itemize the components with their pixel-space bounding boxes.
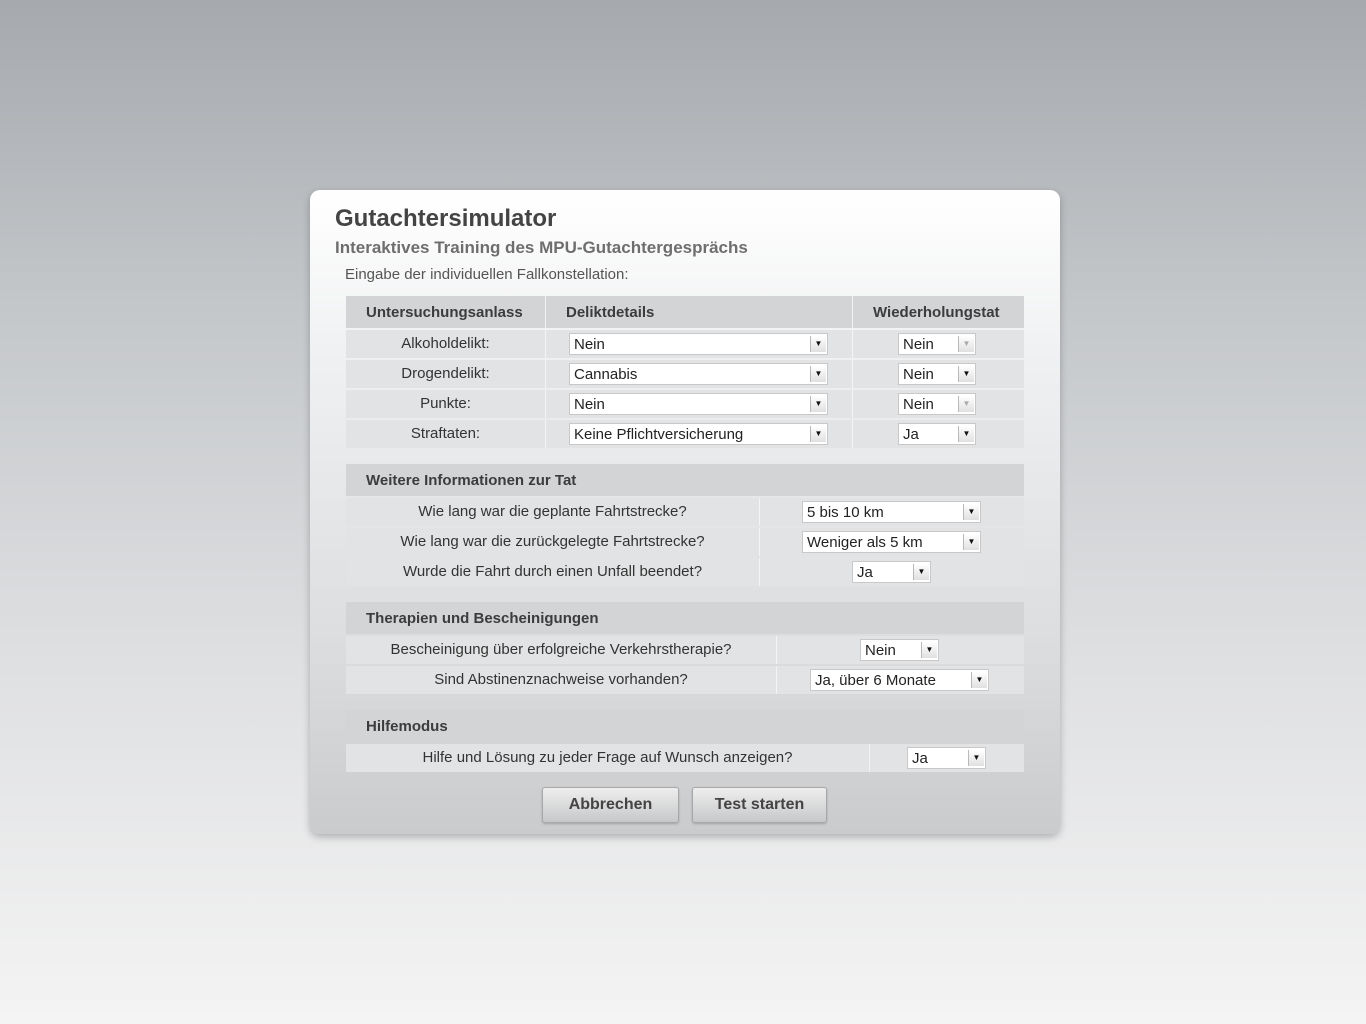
case-row-label: Drogendelikt: [401, 365, 490, 382]
select-value: Cannabis [574, 366, 638, 383]
column-divider [545, 296, 546, 328]
column-divider [852, 360, 853, 388]
repeat-select-drogen[interactable] [898, 363, 976, 385]
chevron-down-icon: ▼ [958, 396, 974, 412]
question-label: Sind Abstinenznachweise vorhanden? [434, 671, 688, 688]
case-row-drogen [346, 360, 1024, 388]
column-divider [759, 558, 760, 586]
case-row-straftaten [346, 420, 1024, 448]
page-title: Gutachtersimulator [335, 205, 557, 232]
detail-select-drogen[interactable] [569, 363, 828, 385]
select-value: Ja [912, 750, 928, 767]
column-divider [545, 360, 546, 388]
chevron-down-icon: ▼ [968, 750, 984, 766]
column-divider [545, 420, 546, 448]
column-divider [852, 420, 853, 448]
start-test-button[interactable]: Test starten [692, 787, 827, 823]
intro-text: Eingabe der individuellen Fallkonstellation: [345, 266, 629, 283]
select-value: Nein [903, 336, 934, 353]
question-row [346, 558, 1024, 586]
select-value: Nein [574, 396, 605, 413]
section-heading: Weitere Informationen zur Tat [366, 472, 577, 489]
column-header-deliktdetails: Deliktdetails [566, 304, 655, 321]
column-divider [759, 528, 760, 556]
chevron-down-icon: ▼ [810, 426, 826, 442]
question-label: Wie lang war die zurückgelegte Fahrtstrecke? [400, 533, 705, 550]
tat-section [346, 464, 1024, 586]
abstinence-proof-select[interactable] [810, 669, 989, 691]
repeat-select-straftaten[interactable] [898, 423, 976, 445]
repeat-select-punkte [898, 393, 976, 415]
section-header [346, 464, 1024, 496]
column-header-untersuchungsanlass: Untersuchungsanlass [366, 304, 523, 321]
chevron-down-icon: ▼ [971, 672, 987, 688]
column-divider [869, 744, 870, 772]
chevron-down-icon: ▼ [810, 366, 826, 382]
help-mode-select[interactable] [907, 747, 986, 769]
section-heading: Hilfemodus [366, 718, 448, 735]
column-divider [852, 330, 853, 358]
question-row [346, 744, 1024, 772]
therapy-certificate-select[interactable] [860, 639, 939, 661]
detail-select-punkte[interactable] [569, 393, 828, 415]
driven-distance-select[interactable] [802, 531, 981, 553]
chevron-down-icon: ▼ [958, 336, 974, 352]
case-row-label: Punkte: [420, 395, 471, 412]
select-value: Weniger als 5 km [807, 534, 923, 551]
accident-select[interactable] [852, 561, 931, 583]
case-setup-dialog [310, 190, 1060, 834]
repeat-select-alkohol [898, 333, 976, 355]
select-value: Nein [574, 336, 605, 353]
case-table-header [346, 296, 1024, 328]
chevron-down-icon: ▼ [921, 642, 937, 658]
question-row [346, 528, 1024, 556]
select-value: Nein [865, 642, 896, 659]
select-value: Nein [903, 396, 934, 413]
help-section [346, 710, 1024, 772]
page-subtitle: Interaktives Training des MPU-Gutachtergesprächs [335, 238, 748, 257]
column-divider [776, 666, 777, 694]
question-row [346, 636, 1024, 664]
section-header [346, 602, 1024, 634]
column-divider [759, 498, 760, 526]
column-divider [776, 636, 777, 664]
question-row [346, 666, 1024, 694]
question-label: Bescheinigung über erfolgreiche Verkehrstherapie? [390, 641, 732, 658]
cancel-button[interactable]: Abbrechen [542, 787, 679, 823]
section-heading: Therapien und Bescheinigungen [366, 610, 599, 627]
column-divider [852, 390, 853, 418]
select-value: Ja [857, 564, 873, 581]
detail-select-alkohol[interactable] [569, 333, 828, 355]
column-divider [545, 390, 546, 418]
therapy-section [346, 602, 1024, 694]
case-row-label: Straftaten: [410, 425, 481, 442]
chevron-down-icon: ▼ [810, 336, 826, 352]
chevron-down-icon: ▼ [913, 564, 929, 580]
case-row-label: Alkoholdelikt: [401, 335, 490, 352]
select-value: Ja, über 6 Monate [815, 672, 936, 689]
question-label: Wurde die Fahrt durch einen Unfall beendet? [402, 563, 703, 580]
chevron-down-icon: ▼ [963, 504, 979, 520]
case-table [346, 296, 1024, 448]
chevron-down-icon: ▼ [958, 366, 974, 382]
question-row [346, 498, 1024, 526]
question-label: Wie lang war die geplante Fahrtstrecke? [418, 503, 687, 520]
case-row-alkohol [346, 330, 1024, 358]
chevron-down-icon: ▼ [810, 396, 826, 412]
chevron-down-icon: ▼ [958, 426, 974, 442]
question-label: Hilfe und Lösung zu jeder Frage auf Wunsch anzeigen? [422, 749, 793, 766]
detail-select-straftaten[interactable] [569, 423, 828, 445]
chevron-down-icon: ▼ [963, 534, 979, 550]
case-row-punkte [346, 390, 1024, 418]
select-value: Nein [903, 366, 934, 383]
planned-distance-select[interactable] [802, 501, 981, 523]
column-divider [545, 330, 546, 358]
select-value: 5 bis 10 km [807, 504, 884, 521]
select-value: Keine Pflichtversicherung [574, 426, 744, 443]
column-header-wiederholungstat: Wiederholungstat [873, 304, 1000, 321]
select-value: Ja [903, 426, 919, 443]
column-divider [852, 296, 853, 328]
section-header [346, 710, 1024, 742]
